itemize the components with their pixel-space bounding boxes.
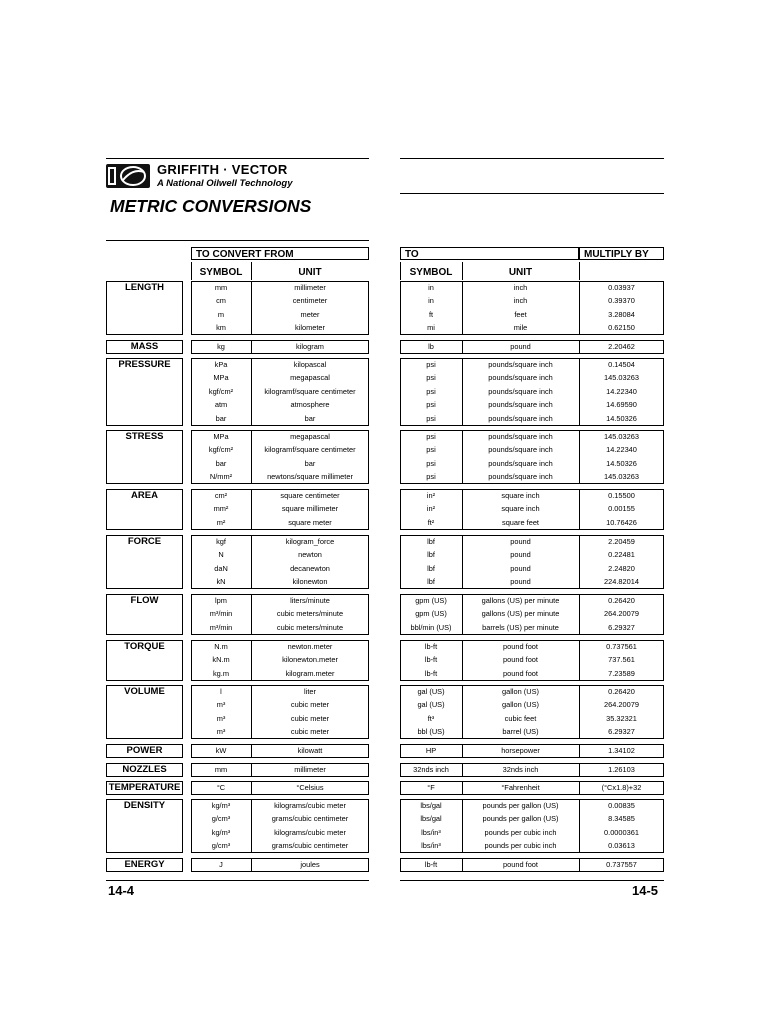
cell-from-symbol: kg/m³ <box>211 827 231 837</box>
footer-rule-left <box>106 880 369 881</box>
cell-to-unit: cubic feet <box>504 713 537 723</box>
cell-to-unit: pound <box>510 341 531 351</box>
cell-to-symbol: psi <box>426 472 436 482</box>
cell-multiplier: 145.03263 <box>604 472 639 482</box>
cell-to-unit: pound foot <box>503 641 538 651</box>
category-label: NOZZLES <box>106 763 183 777</box>
cell-multiplier: 1.26103 <box>608 764 635 774</box>
cell-to-unit: pounds per cubic inch <box>484 841 557 851</box>
cell-from-unit: kilometer <box>295 323 325 333</box>
cell-to-unit: pounds/square inch <box>488 445 553 455</box>
cell-to-unit: pounds/square inch <box>488 458 553 468</box>
cell-to-symbol: lbf <box>427 563 435 573</box>
cell-multiplier: 6.29327 <box>608 727 635 737</box>
cell-from-unit: liter <box>304 686 316 696</box>
cell-to-unit: pounds/square inch <box>488 373 553 383</box>
cell-from-unit: kilonewton.meter <box>282 655 338 665</box>
cell-to-symbol: gal (US) <box>417 686 445 696</box>
col-divider <box>462 262 463 280</box>
category-label: MASS <box>106 340 183 354</box>
cell-to-symbol: lbf <box>427 577 435 587</box>
category-label: TEMPERATURE <box>106 781 183 795</box>
cell-from-unit: megapascal <box>290 373 330 383</box>
cell-to-unit: barrels (US) per minute <box>482 622 559 632</box>
cell-from-unit: kilogram.meter <box>285 668 335 678</box>
page-title: METRIC CONVERSIONS <box>110 196 312 216</box>
cell-to-symbol: lb-ft <box>424 655 438 665</box>
cell-to-unit: inch <box>513 296 528 306</box>
cell-to-unit: pound foot <box>503 859 538 869</box>
header-multiply-by: MULTIPLY BY <box>579 247 664 260</box>
cell-from-symbol: kN.m <box>212 655 230 665</box>
cell-multiplier: 0.15500 <box>608 490 635 500</box>
cell-from-unit: kilograms/cubic meter <box>274 800 346 810</box>
cell-to-symbol: gpm (US) <box>415 609 447 619</box>
cell-from-symbol: m³ <box>216 700 226 710</box>
cell-to-symbol: in <box>428 296 434 306</box>
cell-multiplier: 264.20079 <box>604 700 639 710</box>
cell-to-symbol: psi <box>426 386 436 396</box>
category-label: LENGTH <box>106 281 183 335</box>
cell-from-symbol: cm² <box>214 490 228 500</box>
cell-from-unit: newton.meter <box>287 641 333 651</box>
cell-from-unit: cubic meter <box>290 700 330 710</box>
cell-from-symbol: N/mm² <box>209 472 233 482</box>
category-label: ENERGY <box>106 858 183 872</box>
cell-from-unit: kilogramf/square centimeter <box>264 445 356 455</box>
cell-multiplier: 2.20459 <box>608 536 635 546</box>
category-label: AREA <box>106 489 183 530</box>
cell-from-symbol: kg.m <box>212 668 229 678</box>
cell-from-symbol: N.m <box>214 641 228 651</box>
cell-to-unit: pounds/square inch <box>488 472 553 482</box>
cell-from-unit: kilogram <box>296 341 324 351</box>
cell-from-unit: atmosphere <box>290 400 330 410</box>
cell-to-symbol: lbs/gal <box>420 814 442 824</box>
griffith-vector-logo <box>106 164 150 188</box>
cell-to-symbol: ft² <box>427 517 435 527</box>
cell-multiplier: 0.03613 <box>608 841 635 851</box>
cell-to-symbol: in² <box>426 490 436 500</box>
cell-multiplier: 3.28084 <box>608 309 635 319</box>
cell-to-symbol: 32nds inch <box>413 764 449 774</box>
cell-from-unit: kilograms/cubic meter <box>274 827 346 837</box>
cell-from-symbol: kg <box>217 341 225 351</box>
cell-from-unit: grams/cubic centimeter <box>271 841 349 851</box>
cell-to-unit: pounds per gallon (US) <box>482 800 559 810</box>
footer-rule-right <box>400 880 664 881</box>
col-divider <box>579 262 580 280</box>
cell-multiplier: 0.0000361 <box>604 827 639 837</box>
col-symbol-to: SYMBOL <box>409 267 453 278</box>
cell-from-unit: liters/minute <box>290 595 330 605</box>
cell-from-unit: square millimeter <box>281 504 339 514</box>
category-label: FLOW <box>106 594 183 635</box>
category-label: STRESS <box>106 430 183 484</box>
cell-to-symbol: lbf <box>427 550 435 560</box>
cell-multiplier: 145.03263 <box>604 373 639 383</box>
cell-multiplier: 8.34585 <box>608 814 635 824</box>
page-number-right: 14-5 <box>632 883 659 898</box>
cell-to-unit: gallons (US) per minute <box>481 609 560 619</box>
cell-from-symbol: kgf/cm² <box>208 445 234 455</box>
cell-to-symbol: in <box>428 282 434 292</box>
cell-to-symbol: lb-ft <box>424 641 438 651</box>
col-unit-from: UNIT <box>298 267 322 278</box>
cell-from-symbol: mm <box>214 764 228 774</box>
cell-from-symbol: g/cm³ <box>211 841 231 851</box>
cell-from-symbol: °C <box>216 782 226 792</box>
category-label: FORCE <box>106 535 183 589</box>
cell-to-unit: pound foot <box>503 668 538 678</box>
cell-to-unit: pounds/square inch <box>488 400 553 410</box>
cell-to-symbol: HP <box>425 745 437 755</box>
cell-from-symbol: mm <box>214 282 228 292</box>
cell-multiplier: 0.00835 <box>608 800 635 810</box>
cell-to-unit: pound <box>510 563 531 573</box>
cell-to-symbol: bbl (US) <box>417 727 445 737</box>
top-rule-left <box>106 158 369 159</box>
cell-from-symbol: lpm <box>215 595 227 605</box>
cell-to-symbol: lbs/in³ <box>421 841 441 851</box>
cell-from-unit: newtons/square millimeter <box>267 472 353 482</box>
cell-from-symbol: kg/m³ <box>211 800 231 810</box>
cell-multiplier: 0.22481 <box>608 550 635 560</box>
cell-to-symbol: psi <box>426 458 436 468</box>
cell-to-unit: gallons (US) per minute <box>481 595 560 605</box>
cell-to-unit: pounds/square inch <box>488 431 553 441</box>
cell-from-symbol: m³ <box>216 727 226 737</box>
cell-to-symbol: gpm (US) <box>415 595 447 605</box>
cell-from-symbol: m³/min <box>209 622 233 632</box>
cell-to-unit: gallon (US) <box>502 686 539 696</box>
cell-from-unit: kilogramf/square centimeter <box>264 386 356 396</box>
cell-multiplier: 0.62150 <box>608 323 635 333</box>
cell-to-symbol: gal (US) <box>417 700 445 710</box>
cell-from-symbol: m³ <box>216 713 226 723</box>
cell-to-symbol: lbf <box>427 536 435 546</box>
cell-from-symbol: kgf <box>216 536 226 546</box>
cell-multiplier: 0.737561 <box>606 641 637 651</box>
cell-multiplier: (°Cx1.8)+32 <box>601 782 642 792</box>
cell-to-unit: pounds/square inch <box>488 413 553 423</box>
header-rule-left <box>106 240 369 241</box>
cell-from-unit: kilopascal <box>293 359 327 369</box>
cell-from-symbol: m³/min <box>209 609 233 619</box>
cell-to-unit: square feet <box>502 517 539 527</box>
header-convert-from: TO CONVERT FROM <box>191 247 369 260</box>
cell-to-symbol: lb-ft <box>424 668 438 678</box>
cell-to-unit: pound <box>510 577 531 587</box>
cell-from-symbol: kgf/cm² <box>208 386 234 396</box>
col-divider <box>251 262 252 280</box>
category-label: PRESSURE <box>106 358 183 426</box>
cell-to-symbol: psi <box>426 373 436 383</box>
cell-multiplier: 0.737557 <box>606 859 637 869</box>
cell-multiplier: 7.23589 <box>608 668 635 678</box>
cell-from-symbol: bar <box>215 458 227 468</box>
cell-multiplier: 224.82014 <box>604 577 639 587</box>
cell-to-unit: square inch <box>501 504 540 514</box>
cell-from-unit: °Celsius <box>296 782 324 792</box>
col-divider <box>400 262 401 280</box>
cell-to-unit: feet <box>514 309 527 319</box>
cell-multiplier: 264.20079 <box>604 609 639 619</box>
cell-from-symbol: atm <box>214 400 228 410</box>
cell-from-unit: centimeter <box>292 296 328 306</box>
cell-multiplier: 737.561 <box>608 655 635 665</box>
cell-multiplier: 6.29327 <box>608 622 635 632</box>
col-divider <box>191 262 192 280</box>
cell-multiplier: 0.26420 <box>608 595 635 605</box>
cell-from-unit: joules <box>300 859 320 869</box>
cell-multiplier: 14.69590 <box>606 400 637 410</box>
cell-from-symbol: daN <box>214 563 228 573</box>
cell-to-unit: mile <box>513 323 528 333</box>
cell-from-unit: grams/cubic centimeter <box>271 814 349 824</box>
cell-to-unit: pound <box>510 536 531 546</box>
cell-multiplier: 14.50326 <box>606 413 637 423</box>
cell-to-symbol: ft³ <box>427 713 435 723</box>
cell-to-symbol: psi <box>426 445 436 455</box>
cell-from-unit: cubic meter <box>290 727 330 737</box>
cell-from-unit: megapascal <box>290 431 330 441</box>
cell-to-unit: inch <box>513 282 528 292</box>
category-label: TORQUE <box>106 640 183 681</box>
cell-to-unit: pounds/square inch <box>488 386 553 396</box>
cell-from-symbol: J <box>219 859 223 869</box>
cell-from-symbol: mm² <box>213 504 229 514</box>
cell-multiplier: 145.03263 <box>604 431 639 441</box>
cell-from-unit: meter <box>300 309 320 319</box>
cell-from-unit: cubic meters/minute <box>276 622 344 632</box>
title-rule-right <box>400 193 664 194</box>
cell-to-unit: square inch <box>501 490 540 500</box>
cell-to-unit: pound <box>510 550 531 560</box>
category-label: POWER <box>106 744 183 758</box>
cell-from-unit: kilogram_force <box>285 536 335 546</box>
cell-multiplier: 2.24820 <box>608 563 635 573</box>
cell-from-symbol: cm <box>216 296 226 306</box>
cell-to-symbol: lb <box>428 341 434 351</box>
cell-to-symbol: psi <box>426 400 436 410</box>
cell-from-unit: bar <box>304 413 316 423</box>
cell-from-symbol: MPa <box>213 431 229 441</box>
cell-multiplier: 0.03937 <box>608 282 635 292</box>
cell-to-symbol: lbs/gal <box>420 800 442 810</box>
cell-from-symbol: m <box>217 309 225 319</box>
cell-multiplier: 0.00155 <box>608 504 635 514</box>
cell-from-symbol: MPa <box>213 373 229 383</box>
cell-multiplier: 0.39370 <box>608 296 635 306</box>
cell-from-symbol: bar <box>215 413 227 423</box>
cell-multiplier: 35.32321 <box>606 713 637 723</box>
page-number-left: 14-4 <box>108 883 135 898</box>
category-label: VOLUME <box>106 685 183 739</box>
cell-to-symbol: in² <box>426 504 436 514</box>
cell-from-unit: newton <box>298 550 322 560</box>
cell-multiplier: 2.20462 <box>608 341 635 351</box>
cell-to-unit: gallon (US) <box>502 700 539 710</box>
cell-to-symbol: mi <box>427 323 435 333</box>
cell-multiplier: 1.34102 <box>608 745 635 755</box>
cell-to-unit: pounds per cubic inch <box>484 827 557 837</box>
cell-from-symbol: kW <box>215 745 227 755</box>
brand-name: GRIFFITH · VECTOR <box>157 162 288 177</box>
cell-from-symbol: kPa <box>214 359 228 369</box>
cell-to-unit: °Fahrenheit <box>501 782 540 792</box>
cell-multiplier: 0.26420 <box>608 686 635 696</box>
cell-from-symbol: l <box>220 686 222 696</box>
cell-to-symbol: psi <box>426 413 436 423</box>
cell-from-unit: square centimeter <box>280 490 340 500</box>
cell-to-unit: pounds per gallon (US) <box>482 814 559 824</box>
cell-from-unit: bar <box>304 458 316 468</box>
cell-to-unit: pound foot <box>503 655 538 665</box>
cell-multiplier: 14.50326 <box>606 458 637 468</box>
cell-from-symbol: km <box>216 323 226 333</box>
cell-to-symbol: ft <box>428 309 434 319</box>
cell-from-symbol: N <box>218 550 224 560</box>
cell-from-unit: kilonewton <box>292 577 328 587</box>
cell-multiplier: 0.14504 <box>608 359 635 369</box>
brand-tagline: A National Oilwell Technology <box>157 178 293 189</box>
cell-from-unit: millimeter <box>294 764 326 774</box>
cell-from-symbol: kN <box>216 577 226 587</box>
cell-to-symbol: psi <box>426 431 436 441</box>
cell-multiplier: 14.22340 <box>606 386 637 396</box>
cell-from-symbol: g/cm³ <box>211 814 231 824</box>
cell-from-unit: decanewton <box>290 563 330 573</box>
cell-to-symbol: psi <box>426 359 436 369</box>
header-to: TO <box>400 247 579 260</box>
cell-to-symbol: °F <box>427 782 435 792</box>
col-symbol-from: SYMBOL <box>199 267 243 278</box>
cell-from-unit: millimeter <box>294 282 326 292</box>
cell-to-unit: 32nds inch <box>502 764 539 774</box>
cell-from-unit: cubic meter <box>290 713 330 723</box>
col-unit-to: UNIT <box>508 267 533 278</box>
cell-to-unit: pounds/square inch <box>488 359 553 369</box>
cell-to-unit: horsepower <box>501 745 540 755</box>
cell-to-symbol: lb-ft <box>424 859 438 869</box>
cell-multiplier: 14.22340 <box>606 445 637 455</box>
cell-to-symbol: bbl/min (US) <box>410 622 452 632</box>
top-rule-right <box>400 158 664 159</box>
cell-from-symbol: m² <box>216 517 226 527</box>
cell-from-unit: cubic meters/minute <box>276 609 344 619</box>
category-label: DENSITY <box>106 799 183 853</box>
cell-from-unit: square meter <box>288 517 332 527</box>
cell-to-unit: barrel (US) <box>502 727 539 737</box>
cell-multiplier: 10.76426 <box>606 517 637 527</box>
cell-to-symbol: lbs/in³ <box>421 827 441 837</box>
cell-from-unit: kilowatt <box>297 745 323 755</box>
